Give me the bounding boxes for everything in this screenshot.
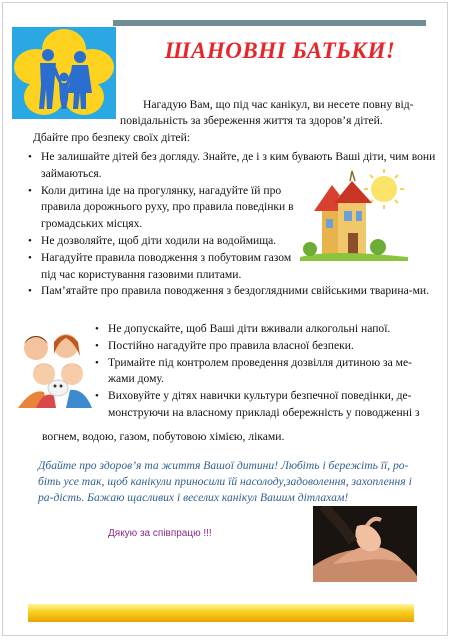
intro-line-1: Нагадую Вам, що під час канікул, ви несете повну від- (143, 98, 414, 111)
family-illustration (14, 330, 94, 408)
list-item: • Не залишайте дітей без догляду. Знайте, де і з ким бувають Ваші діти, чим вони займаються. (25, 149, 437, 183)
safety-rules-list-2 (92, 321, 437, 422)
list-item: • Виховуйте у дітях навички культури безпечної поведінки, де-монструючи на власному прикладі обережність у поводженні з (92, 388, 437, 422)
list-item: • Не дозволяйте, щоб діти ходили на водоймища. (25, 233, 306, 250)
list-item: • Тримайте під контролем проведення дозвілля дитиною за ме-жами дому. (92, 355, 437, 389)
family-logo-icon (12, 27, 116, 119)
hands-photo (313, 506, 417, 582)
list-item-continuation: вогнем, водою, газом, побутовою хімією, ліками. (42, 430, 285, 443)
list-item: • Постійно нагадуйте про правила власної безпеки. (92, 338, 437, 355)
intro-line-2: повідальність за збереження життя та здоров’я дітей. (120, 114, 383, 127)
list-item: • Нагадуйте правила поводження з побутовим газом під час користування газовими плитами. (25, 250, 306, 284)
bottom-decor-bar (28, 604, 414, 622)
house-sun-illustration (300, 167, 408, 261)
list-item: • Пам’ятайте про правила поводження з бездоглядними свійськими тварина-ми. (25, 283, 437, 300)
intro-line-3: Дбайте про безпеку своїх дітей: (33, 131, 191, 144)
top-decor-bar (113, 20, 426, 26)
list-item: • Коли дитина іде на прогулянку, нагадуйте їй про правила дорожнього руху, про правила поведінки в громадських місцях. (25, 183, 306, 233)
list-item: • Не допускайте, щоб Ваші діти вживали алкогольні напої. (92, 321, 437, 338)
page-title: ШАНОВНІ БАТЬКИ! (164, 38, 396, 63)
thanks-note: Дякую за співпрацю !!! (108, 528, 212, 539)
closing-message: Дбайте про здоров’я та життя Вашої дитини! Любіть і бережіть її, ро-біть усе так, щоб канікули приносили їй насолоду,задоволення, захоплення і ра-дість. Бажаю щасливих і веселих канікул Вашим дітлахам! (38, 459, 412, 505)
